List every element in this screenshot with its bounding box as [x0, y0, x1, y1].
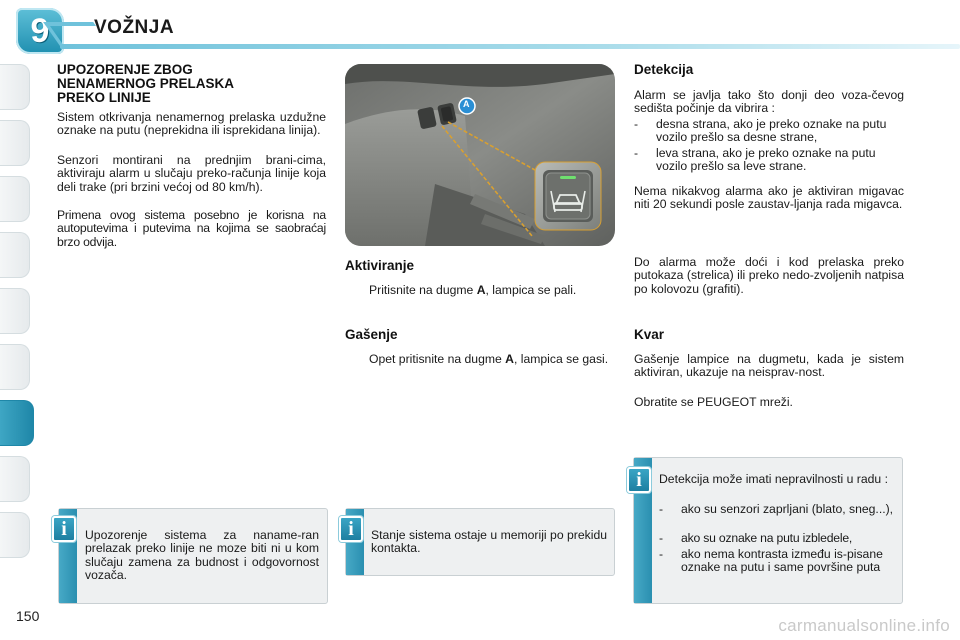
- pointer-icon: [345, 353, 369, 366]
- indicator-note: Nema nikakvog alarma ako je aktiviran migavac niti 20 sekundi posle zaustav-ljanja rada migavca.: [634, 184, 904, 212]
- chapter-tab-4[interactable]: [0, 232, 30, 278]
- limit-item: - ako su senzori zaprljani (blato, sneg...),: [659, 502, 894, 516]
- info-icon: i: [627, 467, 651, 493]
- fault-heading: Kvar: [634, 327, 665, 342]
- chapter-tab-5[interactable]: [0, 288, 30, 334]
- chapter-tab-3[interactable]: [0, 176, 30, 222]
- pointer-icon: [345, 284, 369, 297]
- chapter-tab-active[interactable]: [0, 400, 34, 446]
- chapter-tab-8[interactable]: [0, 456, 30, 502]
- detection-item-right: - desna strana, ako je preko oznake na putu vozilo prešlo sa desne strane,: [634, 117, 887, 145]
- info-icon: i: [52, 516, 76, 542]
- limit-item: - ako su oznake na putu izbledele,: [659, 531, 853, 545]
- info-box-warning: [58, 508, 328, 604]
- chapter-number: 9: [30, 11, 50, 50]
- chapter-tab-9[interactable]: [0, 512, 30, 558]
- header-rule: [60, 44, 960, 49]
- button-a-ref: A: [505, 352, 514, 366]
- chapter-tab-6[interactable]: [0, 344, 30, 390]
- fault-contact: Obratite se PEUGEOT mreži.: [634, 395, 793, 409]
- intro-paragraph: Sistem otkrivanja nenamernog prelaska uzdužne oznake na putu (neprekidna ili isprekidana linija).: [57, 110, 326, 138]
- markings-note: Do alarma može doći i kod prelaska preko putokaza (strelica) ili preko nedo-zvoljenih natpisa po kolovozu (grafiti).: [634, 255, 904, 296]
- dashboard-illustration: [345, 64, 615, 246]
- chapter-tab-2[interactable]: [0, 120, 30, 166]
- dashboard-button-photo: [345, 64, 615, 246]
- info-box-detection-limits: [633, 457, 903, 604]
- limit-item: - ako nema kontrasta između is-pisane oznake na putu i same površine puta: [659, 547, 883, 575]
- activation-step: Pritisnite na dugme A, lampica se pali.: [345, 284, 615, 297]
- info-box-limits-intro: Detekcija može imati nepravilnosti u radu :: [659, 472, 888, 486]
- page-number: 150: [16, 608, 40, 624]
- section-title: [57, 63, 327, 105]
- watermark: carmanualsonline.info: [778, 616, 950, 635]
- sensor-paragraph: Senzori montirani na prednjim brani-cima, aktiviraju alarm u slučaju preko-računja linije koja deli trake (pri brzini većoj od 80 km/h).: [57, 153, 326, 194]
- section-title-line-1: UPOZORENJE ZBOG: [57, 62, 193, 77]
- detection-item-left: - leva strana, ako je preko oznake na putu vozilo prešlo sa leve strane.: [634, 146, 876, 174]
- info-box-memory-text: Stanje sistema ostaje u memoriji po prekidu kontakta.: [371, 528, 607, 556]
- info-icon: i: [339, 516, 363, 542]
- chapter-tab-1[interactable]: [0, 64, 30, 110]
- info-box-memory: [345, 508, 615, 576]
- info-box-warning-text: Upozorenje sistema za naname-ran prelazak preko linije ne moze biti ni u kom slučaju zamena za budnost i odgovornost vozača.: [85, 528, 319, 583]
- activation-heading: Aktiviranje: [345, 258, 415, 273]
- deactivation-heading: Gašenje: [345, 327, 398, 342]
- section-title-line-3: PREKO LINIJE: [57, 90, 151, 105]
- button-a-ref: A: [476, 283, 486, 297]
- detection-intro: Alarm se javlja tako što donji deo voza-čevog sedišta počinje da vibrira :: [634, 88, 904, 116]
- chapter-tabs: [0, 64, 34, 574]
- chapter-title: VOŽNJA: [94, 17, 175, 38]
- deactivation-step: Opet pritisnite na dugme A, lampica se gasi.: [345, 353, 615, 366]
- usage-paragraph: Primena ovog sistema posebno je korisna na autoputevima i putevima na kojima se saobraćaj brzo odvija.: [57, 208, 326, 249]
- detection-heading: Detekcija: [634, 62, 694, 77]
- section-title-line-2: NENAMERNOG PRELASKA: [57, 76, 235, 91]
- fault-text: Gašenje lampice na dugmetu, kada je sistem aktiviran, ukazuje na neisprav-nost.: [634, 352, 904, 380]
- callout-label: A: [463, 99, 470, 109]
